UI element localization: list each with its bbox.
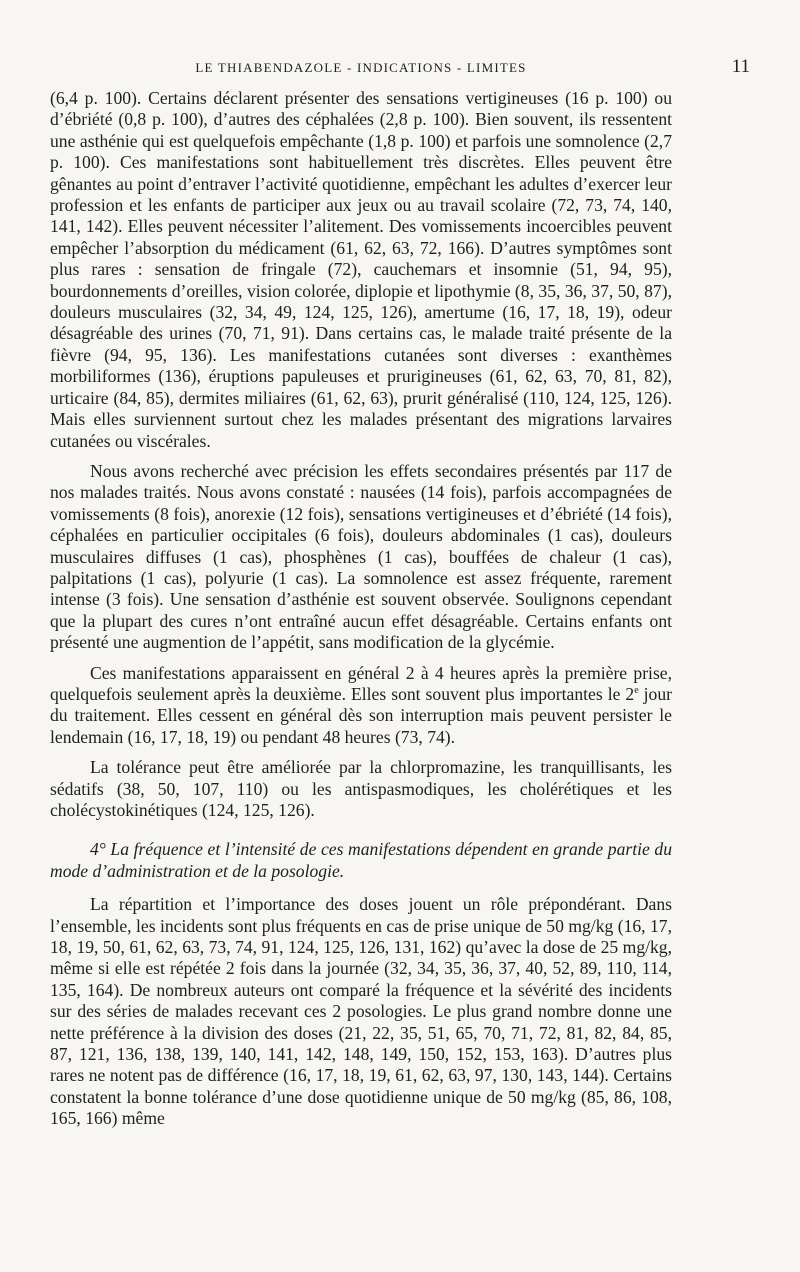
paragraph-onset-timing-start: Ces manifestations apparaissent en général 2 à 4 heures après la première prise, quelquefois seulement après la deuxième. Elles sont souvent plus importantes le 2: [50, 662, 672, 704]
running-title: LE THIABENDAZOLE - INDICATIONS - LIMITES: [195, 60, 527, 75]
superscript-e: e: [634, 685, 639, 697]
page-number: 11: [731, 56, 750, 77]
body-text: [50, 88, 672, 1139]
paragraph-own-observations: Nous avons recherché avec précision les effets secondaires présentés par 117 de nos malades traités. Nous avons constaté : nausées (14 fois), parfois accompagnées de vomissements (8 fois), anorexie (12 fois), sensations vertigineuses et d’ébriété (14 fois), céphalées en particulier occipitales (6 fois), douleurs abdominales (1 cas), douleurs musculaires diffuses (1 cas), phosphènes (1 cas), bouffées de chaleur (1 cas), palpitations (1 cas), polyurie (1 cas). La somnolence est assez fréquente, rarement intense (3 fois). Une sensation d’asthénie est souvent observée. Soulignons cependant que la plupart des cures n’ont entraîné aucun effet désagréable. Certains enfants ont présenté une augmention de l’appétit, sans modification de la glycémie.: [50, 460, 672, 653]
paragraph-side-effects-list: (6,4 p. 100). Certains déclarent présenter des sensations vertigineuses (16 p. 100) ou d’ébriété (0,8 p. 100), d’autres des céphalées (2,8 p. 100). Bien souvent, ils ressentent une asthénie qui est quelquefois empêchante (1,8 p. 100) et parfois une somnolence (2,7 p. 100). Ces manifestations sont habituellement très discrètes. Elles peuvent être gênantes au point d’entraver l’activité quotidienne, empêchant les adultes d’exercer leur profession et les enfants de participer aux jeux ou au travail scolaire (72, 73, 74, 140, 141, 142). Elles peuvent nécessiter l’alitement. Des vomissements incoercibles peuvent empêcher l’absorption du médicament (61, 62, 63, 72, 166). D’autres symptômes sont plus rares : sensation de fringale (72), cauchemars et insomnie (51, 94, 95), bourdonnements d’oreilles, vision colorée, diplopie et lipothymie (8, 35, 36, 37, 50, 87), douleurs musculaires (32, 34, 49, 124, 125, 126), amertume (16, 17, 18, 19), odeur désagréable des urines (70, 71, 91). Dans certains cas, le malade traité présente de la fièvre (94, 95, 136). Les manifestations cutanées sont diverses : exanthèmes morbiliformes (136), éruptions papuleuses et prurigineuses (61, 62, 63, 70, 81, 82), urticaire (84, 85), dermites miliaires (61, 62, 63), prurit généralisé (110, 124, 125, 126). Mais elles surviennent surtout chez les malades présentant des migrations larvaires cutanées ou viscérales.: [50, 88, 672, 451]
section-heading-4: 4° La fréquence et l’intensité de ces manifestations dépendent en grande partie du mode d’administration et de la posologie.: [50, 839, 672, 881]
paragraph-onset-timing: [50, 663, 672, 749]
paragraph-tolerance: La tolérance peut être améliorée par la chlorpromazine, les tranquillisants, les sédatifs (38, 50, 107, 110) ou les antispasmodiques, les cholérétiques et les cholécystokinétiques (124, 125, 126).: [50, 757, 672, 820]
paragraph-onset-timing-end: jour du traitement. Elles cessent en général dès son interruption mais peuvent persister le lendemain (16, 17, 18, 19) ou pendant 48 heures (73, 74).: [50, 683, 672, 747]
paragraph-dose-distribution: La répartition et l’importance des doses jouent un rôle prépondérant. Dans l’ensemble, les incidents sont plus fréquents en cas de prise unique de 50 mg/kg (16, 17, 18, 19, 50, 61, 62, 63, 73, 74, 91, 124, 125, 126, 131, 162) qu’avec la dose de 25 mg/kg, même si elle est répétée 2 fois dans la journée (32, 34, 35, 36, 37, 40, 52, 89, 110, 114, 135, 164). De nombreux auteurs ont comparé la fréquence et la sévérité des incidents sur des séries de malades recevant ces 2 posologies. Le plus grand nombre donne une nette préférence à la division des doses (21, 22, 35, 51, 65, 70, 71, 72, 81, 82, 84, 85, 87, 121, 136, 138, 139, 140, 141, 142, 148, 149, 150, 152, 153, 163). D’autres plus rares ne notent pas de différence (16, 17, 18, 19, 61, 62, 63, 97, 130, 143, 144). Certains constatent la bonne tolérance d’une dose quotidienne unique de 50 mg/kg (85, 86, 108, 165, 166) même: [50, 894, 672, 1129]
